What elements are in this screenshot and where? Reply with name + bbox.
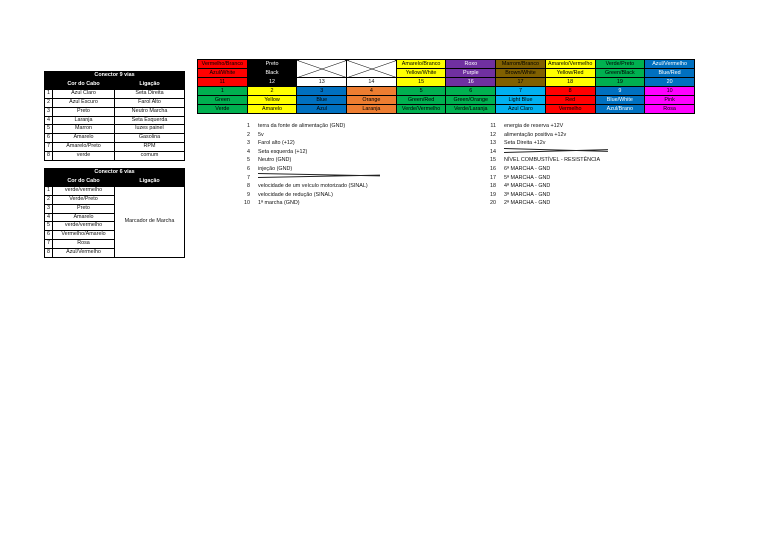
connection: comum (115, 152, 185, 161)
pin-description: NÍVEL COMBUSTÍVEL - RESISTÊNCIA (504, 157, 601, 164)
connection: luzes painel (115, 125, 185, 134)
cable-color: Azul Escuro (53, 98, 115, 107)
header-ligacao: Ligação (115, 80, 185, 89)
row-number: 6 (45, 231, 53, 240)
row-number: 4 (45, 213, 53, 222)
row-number: 7 (45, 240, 53, 249)
connection: Neutro Marcha (115, 107, 185, 116)
wire-color-en: Green/Orange (446, 96, 496, 105)
cable-color: Amarelo (53, 213, 115, 222)
wire-color-pt: Preto (247, 60, 297, 69)
pin-description: 3ª MARCHA - GND (504, 191, 551, 198)
cable-color: Rosa (53, 240, 115, 249)
wire-color-pt: Vermelho (545, 105, 595, 114)
pin-number: 1 (198, 87, 248, 96)
pin-number: 8 (247, 183, 250, 190)
connector-9-title: Conector 9 vias (45, 72, 185, 81)
row-number: 6 (45, 134, 53, 143)
pin-number: 10 (645, 87, 695, 96)
wire-color-en: Green/Black (595, 69, 645, 78)
cable-color: Verde/Preto (53, 195, 115, 204)
row-number: 3 (45, 107, 53, 116)
pin-number: 4 (247, 148, 250, 155)
row-number: 1 (45, 186, 53, 195)
pin-number: 5 (247, 157, 250, 164)
wire-color-pt: Marrom/Branco (496, 60, 546, 69)
wire-color-pt: Laranja (347, 105, 397, 114)
pin-number: 12 (490, 131, 496, 138)
pin-number: 17 (496, 78, 546, 87)
pin-number: 9 (247, 191, 250, 198)
pin-description: Neutro (GND) (258, 157, 292, 164)
wire-color-pt: Verde (198, 105, 248, 114)
pin-number: 2 (247, 131, 250, 138)
row-number: 7 (45, 143, 53, 152)
row-number: 4 (45, 116, 53, 125)
pin-description: velocidade de um veículo motorizado (SINAL) (258, 183, 368, 190)
pin-number: 5 (396, 87, 446, 96)
header-cor: Cor do Cabo (53, 80, 115, 89)
pin-description: 5v (258, 131, 264, 138)
wire-color-en: Blue/White (595, 96, 645, 105)
pin-number: 11 (198, 78, 248, 87)
wire-color-en: Green (198, 96, 248, 105)
cable-color: Azul/Vermelho (53, 249, 115, 258)
wire-color-en: Brown/White (496, 69, 546, 78)
wire-color-pt: Roxo (446, 60, 496, 69)
pin-number: 3 (297, 87, 347, 96)
wire-color-pt: Verde/Vermelho (396, 105, 446, 114)
cable-color: Vermelho/Amarelo (53, 231, 115, 240)
header-ligacao: Ligação (115, 177, 185, 186)
row-number: 3 (45, 204, 53, 213)
pin-description: Farol alto (+12) (258, 140, 295, 147)
pin-number: 13 (490, 140, 496, 147)
cable-color: verde/vermelho (53, 222, 115, 231)
pin-number: 1 (247, 123, 250, 129)
pin-description: terra da fonte de alimentação (GND) (258, 123, 346, 129)
pin-number: 7 (247, 174, 250, 181)
pin-number: 18 (545, 78, 595, 87)
wire-color-en: Pink (645, 96, 695, 105)
pin-description: Seta esquerda (+12) (258, 148, 308, 155)
pin-description: energia de reserva +12V (504, 123, 564, 129)
pin-description: velocidade de redução (SINAL) (258, 191, 333, 198)
wire-color-pt: Verde/Preto (595, 60, 645, 69)
wire-color-pt: Amarelo/Branco (396, 60, 446, 69)
cable-color: Amarelo (53, 134, 115, 143)
pin-description: alimentação positiva +12v (504, 131, 567, 138)
row-number: 5 (45, 125, 53, 134)
pin-number: 3 (247, 140, 250, 147)
pin-number: 7 (496, 87, 546, 96)
wire-color-en: Red (545, 96, 595, 105)
wire-color-en: Black (247, 69, 297, 78)
cable-color: Preto (53, 107, 115, 116)
pin-number: 15 (490, 157, 496, 164)
cable-color: verde (53, 152, 115, 161)
wire-color-en: Green/Red (396, 96, 446, 105)
connection: RPM (115, 143, 185, 152)
wire-color-pt: Amarelo (247, 105, 297, 114)
row-number: 2 (45, 98, 53, 107)
pin-number: 17 (490, 174, 496, 181)
connection: Seta Esquerda (115, 116, 185, 125)
pin-description: Seta Direita +12v (504, 140, 546, 147)
pin-number: 20 (490, 200, 496, 207)
wire-color-en: Purple (446, 69, 496, 78)
wire-color-en: Blue/Red (645, 69, 695, 78)
pin-number: 6 (247, 166, 250, 172)
pin-number: 9 (595, 87, 645, 96)
cable-color: Marron (53, 125, 115, 134)
wire-color-pt: Azul/Brano (595, 105, 645, 114)
connection-merged: Marcador de Marcha (115, 186, 185, 257)
wire-color-pt: Vermelho/Branco (198, 60, 248, 69)
pin-number: 4 (347, 87, 397, 96)
row-number: 1 (45, 89, 53, 98)
pin-number: 16 (490, 166, 496, 172)
pin-description: 6ª MARCHA - GND (504, 166, 551, 172)
cable-color: Amarelo/Preto (53, 143, 115, 152)
row-number: 2 (45, 195, 53, 204)
pin-number: 14 (490, 148, 496, 155)
connection: Farol Alto (115, 98, 185, 107)
row-number: 8 (45, 152, 53, 161)
pin-number: 2 (247, 87, 297, 96)
wire-color-pt: Azul Claro (496, 105, 546, 114)
wire-color-en: Azul/White (198, 69, 248, 78)
wire-color-en: Light Blue (496, 96, 546, 105)
pin-number: 10 (244, 200, 250, 207)
pin-number: 18 (490, 183, 496, 190)
row-number: 8 (45, 249, 53, 258)
wire-color-pt: Rosa (645, 105, 695, 114)
pin-number: 19 (490, 191, 496, 198)
pin-number: 12 (247, 78, 297, 87)
pin-number: 11 (490, 123, 496, 129)
connector-6-title: Conector 6 vias (45, 169, 185, 178)
wire-color-en: Orange (347, 96, 397, 105)
wire-color-pt: Verde/Laranja (446, 105, 496, 114)
pin-number: 15 (396, 78, 446, 87)
connection: Seta Direita (115, 89, 185, 98)
cable-color: Preto (53, 204, 115, 213)
pin-entry (0, 199, 768, 208)
pin-number: 16 (446, 78, 496, 87)
wire-color-en: Yellow/Red (545, 69, 595, 78)
wire-color-pt: Amarelo/Vermelho (545, 60, 595, 69)
cable-color: Azul Claro (53, 89, 115, 98)
pin-description: 1ª marcha (GND) (258, 200, 300, 207)
pin-description: injeção (GND) (258, 166, 293, 172)
wire-color-en: Yellow (247, 96, 297, 105)
pin-number: 8 (545, 87, 595, 96)
pin-number: 14 (347, 78, 397, 87)
connection: Gasolina (115, 134, 185, 143)
pin-number: 13 (297, 78, 347, 87)
wire-color-en: Blue (297, 96, 347, 105)
pin-description: 5ª MARCHA - GND (504, 174, 551, 181)
pin-number: 20 (645, 78, 695, 87)
cable-color: Laranja (53, 116, 115, 125)
wire-color-en: Yellow/White (396, 69, 446, 78)
pin-number: 19 (595, 78, 645, 87)
wire-color-pt: Azul/Vermelho (645, 60, 695, 69)
wire-color-pt: Azul (297, 105, 347, 114)
pin-number: 6 (446, 87, 496, 96)
row-number: 5 (45, 222, 53, 231)
pin-description: 4ª MARCHA - GND (504, 183, 551, 190)
cable-color: verde/vermelho (53, 186, 115, 195)
pin-description: 2ª MARCHA - GND (504, 200, 551, 207)
header-cor: Cor do Cabo (53, 177, 115, 186)
